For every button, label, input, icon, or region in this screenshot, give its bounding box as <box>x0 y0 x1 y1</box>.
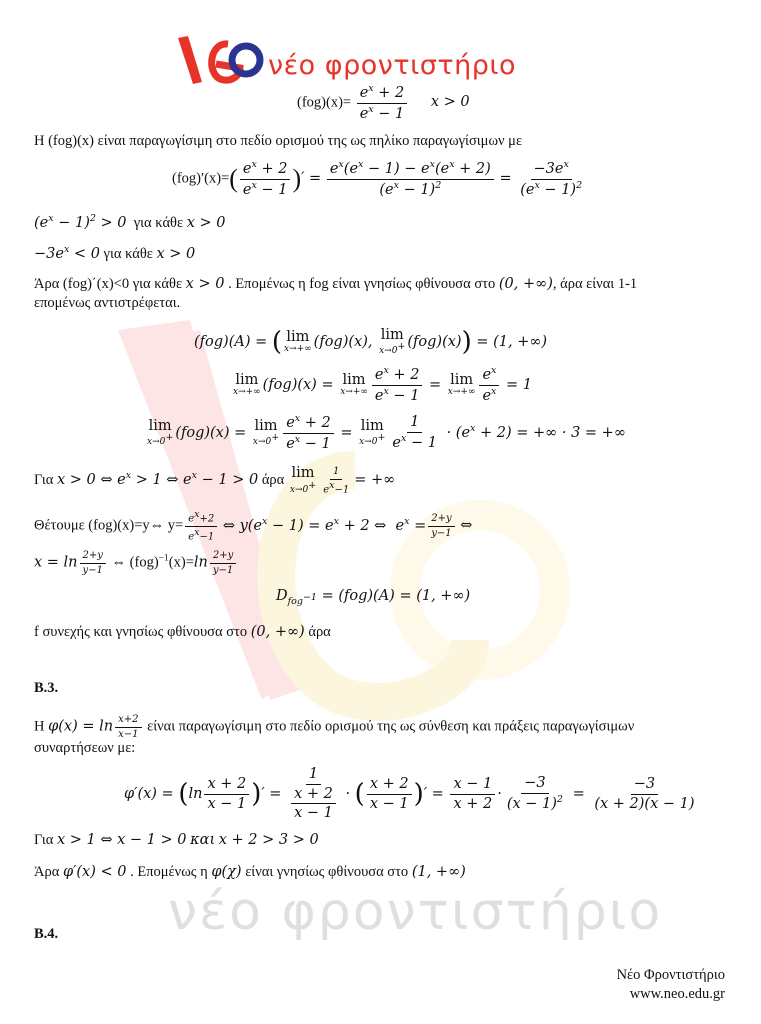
paragraph-2: Άρα (fog)΄(x)<0 για κάθε x > 0 . Επομένως η fog είναι γνησίως φθίνουσα στο (0, +∞), άρα είναι 1-1 <box>34 276 638 292</box>
footer-url[interactable]: www.neo.edu.gr <box>629 986 725 1002</box>
watermark-text: νέο φροντιστήριο <box>168 882 663 942</box>
logo-text: νέο φροντιστήριο <box>268 50 516 81</box>
inverse-domain: $D_{fog^{-1}} = (fog)(A) = (1$, +∞) <box>276 588 471 607</box>
limit-zero: lim x→0+ (fog)(x) = lim x→0+ $\frac{e^x + 2}{e^x - 1}$ = lim x→0+ $\frac{1}{e^x - 1}$ · $(e^x + 2)$ = +∞ · 3 = +∞ <box>147 413 626 452</box>
paragraph-5: Άρα φ′(x) < 0 . Επομένως η φ(χ) είναι γνησίως φθίνουσα στο (1, +∞) <box>34 864 466 880</box>
condition-line: Για x > 0 ⇔ $e^x > 1$ ⇔ $e^x - 1 > 0$ άρα lim x→0+ $\frac{1}{e^x-1}$ = +∞ <box>34 465 396 495</box>
inverse-function: x = ln $\frac{2+y}{y-1}$ ⇔ (fog)$^{-1}$(x)=ln $\frac{2+y}{y-1}$ <box>34 550 238 576</box>
paragraph-1: Η (fog)(x) είναι παραγωγίσιμη στο πεδίο ορισμού της ως πηλίκο παραγωγίσιμων με <box>34 133 523 149</box>
fog-range: (fog)(A) = ( lim x→+∞ (fog)(x), lim x→0+ (fog)(x)) = (1, +∞) <box>194 326 548 357</box>
phi-derivative: φ′(x) = (ln $\frac{x + 2}{x - 1}$ )′ = $\frac{1}{\frac{x + 2}{x - 1}}$ · ( $\frac{x + 2}{x - 1}$ )′ = $\frac{x - 1}{x + 2}$ · $\frac{-3}{(x - 1)^2}$ = $\frac{-3}{(x + 2)(x - 1)}$ <box>124 766 695 822</box>
paragraph-2-cont: επομένως αντιστρέφεται. <box>34 295 181 311</box>
footer-name: Νέο Φροντιστήριο <box>616 967 725 983</box>
heading-b4: B.4. <box>34 926 59 942</box>
paragraph-4: Η φ(x) = ln $\frac{x+2}{x-1}$ είναι παραγωγίσιμη στο πεδίο ορισμού της ως σύνθεση και πράξεις παραγωγίσιμων <box>34 714 635 740</box>
fog-definition: (fog)(x)= $\frac{e^x + 2}{e^x - 1}$ x > 0 <box>297 83 470 122</box>
heading-b3: B.3. <box>34 680 59 696</box>
logo-icon <box>176 34 266 86</box>
limit-infinity: lim x→+∞ (fog)(x) = lim x→+∞ $\frac{e^x + 2}{e^x - 1}$ = lim x→+∞ $\frac{e^x}{e^x}$ = 1 <box>233 365 532 404</box>
paragraph-3: f συνεχής και γνησίως φθίνουσα στο (0, +∞) άρα <box>34 624 331 640</box>
inverse-setup: Θέτουμε (fog)(x)=y⇔ y= $\frac{e^x+2}{e^x-1}$ ⇔ $y(e^x - 1) = e^x + 2$ ⇔ $e^x$ = $\frac{2+y}{y-1}$ ⇔ <box>34 509 473 543</box>
fog-derivative: (fog)′(x)=( $\frac{e^x + 2}{e^x - 1}$ )′ = $\frac{e^x(e^x - 1) - e^x(e^x + 2)}{(e^x - 1)^2}$ = $\frac{-3e^x}{(e^x - 1)^2}$ <box>172 159 583 198</box>
inequality-1: $(e^x - 1)^2 > 0$ για κάθε x > 0 <box>34 213 226 231</box>
condition-line-2: Για x > 1 ⇔ x − 1 > 0 και x + 2 > 3 > 0 <box>34 832 319 848</box>
paragraph-4-cont: συναρτήσεων με: <box>34 740 136 756</box>
inequality-2: $-3e^x < 0$ για κάθε x > 0 <box>34 244 196 262</box>
